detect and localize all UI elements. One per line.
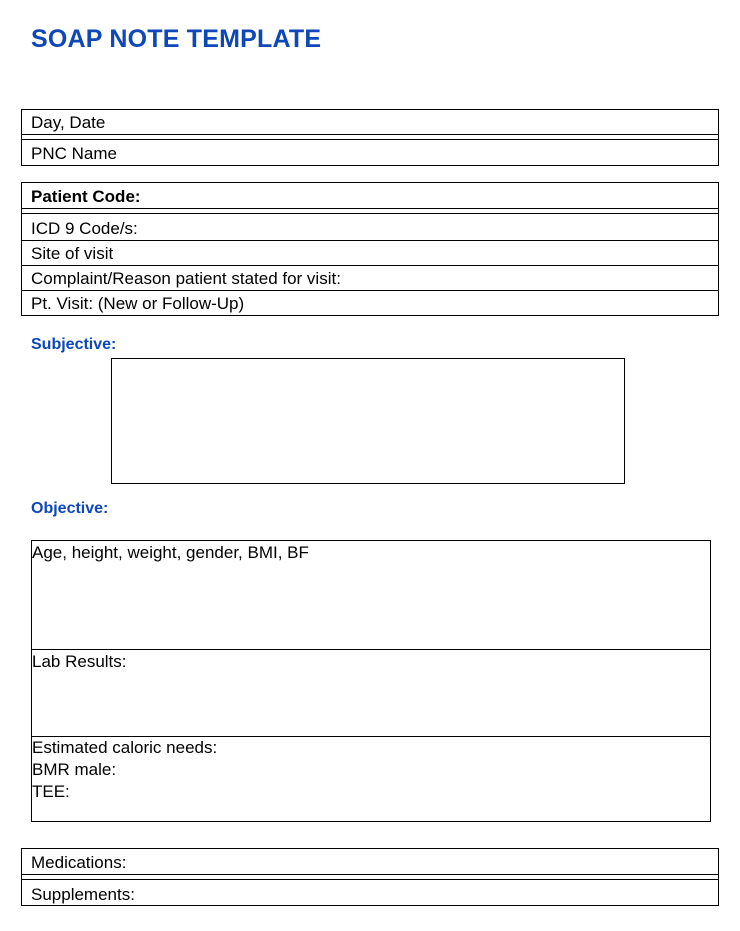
divider bbox=[22, 290, 718, 291]
patient-table bbox=[21, 182, 719, 316]
lab-results-cell[interactable] bbox=[32, 651, 710, 735]
day-date-field[interactable] bbox=[22, 114, 718, 131]
pt-visit-field[interactable] bbox=[22, 295, 718, 312]
header-table bbox=[21, 109, 719, 166]
site-of-visit-field[interactable] bbox=[22, 245, 718, 262]
lab-results-label: Lab Results: bbox=[32, 652, 127, 671]
icd-codes-label: ICD 9 Code/s: bbox=[31, 219, 138, 238]
divider bbox=[22, 213, 718, 214]
complaint-field[interactable] bbox=[22, 270, 718, 287]
divider bbox=[32, 649, 710, 650]
pnc-name-field[interactable] bbox=[22, 145, 718, 162]
medications-field[interactable] bbox=[22, 854, 718, 871]
patient-code-label: Patient Code: bbox=[31, 187, 141, 206]
bmr-label: BMR male: bbox=[32, 760, 117, 779]
objective-heading: Objective: bbox=[31, 500, 109, 517]
divider bbox=[22, 134, 718, 135]
anthropometrics-label: Age, height, weight, gender, BMI, BF bbox=[32, 543, 309, 562]
pt-visit-label: Pt. Visit: (New or Follow-Up) bbox=[31, 294, 245, 313]
complaint-label: Complaint/Reason patient stated for visit: bbox=[31, 269, 341, 288]
objective-table bbox=[31, 540, 711, 822]
icd-codes-field[interactable] bbox=[22, 220, 718, 237]
divider bbox=[22, 265, 718, 266]
supplements-field[interactable] bbox=[22, 886, 718, 903]
site-of-visit-label: Site of visit bbox=[31, 244, 114, 263]
tee-label: TEE: bbox=[32, 782, 70, 801]
divider bbox=[22, 879, 718, 880]
divider bbox=[22, 874, 718, 875]
medications-table bbox=[21, 848, 719, 906]
caloric-needs-cell[interactable] bbox=[32, 737, 710, 803]
medications-label: Medications: bbox=[31, 853, 127, 872]
anthropometrics-cell[interactable] bbox=[32, 542, 710, 649]
patient-code-field[interactable] bbox=[22, 188, 718, 205]
divider bbox=[22, 208, 718, 209]
subjective-box[interactable] bbox=[111, 358, 625, 484]
divider bbox=[22, 139, 718, 140]
day-date-label: Day, Date bbox=[31, 113, 106, 132]
supplements-label: Supplements: bbox=[31, 885, 135, 904]
page-title: SOAP NOTE TEMPLATE bbox=[31, 25, 322, 53]
caloric-needs-label: Estimated caloric needs: bbox=[32, 738, 218, 757]
subjective-heading: Subjective: bbox=[31, 336, 117, 353]
pnc-name-label: PNC Name bbox=[31, 144, 117, 163]
divider bbox=[22, 240, 718, 241]
